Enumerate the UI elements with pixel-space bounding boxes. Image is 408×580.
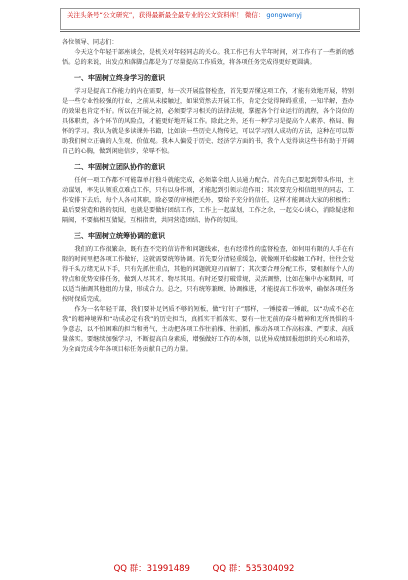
header-rule: [60, 31, 360, 32]
qq-group-2: QQ 群：535304092: [212, 564, 295, 574]
section-heading-3: 三、牢固树立统筹协调的意识: [74, 232, 165, 240]
section-heading-2: 二、牢固树立团队协作的意识: [74, 163, 165, 171]
section-heading-1: 一、牢固树立终身学习的意识: [74, 74, 165, 82]
greeting: 各位领导、同志们：: [62, 39, 118, 46]
wechat-id[interactable]: gongwenyj: [266, 11, 302, 19]
document-body: [62, 38, 354, 355]
section-1-paragraph: 学习是提高工作能力的内在需要，每一次开展监督检查，首先要弄懂这项工作，才能有效地开展，特别是一些专业性较强的行业，之前从未接触过，如果贸然去开展工作，肯定会觉得障碍重重，一知半解，查办的效果也肯定不好。所以在开展之初，必须要学习相关的法律法规，掌握各个行业运行的流程，各个岗位的具体职责，各个环节的风险点，才能更好地开展工作。除此之外，还有一种学习是提高个人素养、格局、胸怀的学习。我认为就是多读课外书籍，比如读一些历史人物传记，可以学习别人成功的方法，这种在可以帮助我们树立正确的人生观、价值观。我本人偏爱于历史、经济学方面的书，我个人觉得读这些书有助于开阔自己的心胸，做到闲庭信步，荣辱不惊。: [62, 88, 354, 155]
banner-text: 关注头条号“公文研究”，获得最新最全最专业的公文资料库！: [67, 11, 243, 19]
section-3-paragraph: 我们的工作很繁杂，既有查不完的信访件和问题线索，也有经常性的监督检查，如何用有限的人手在有限的时间里把各项工作做好，这就需要统筹协调。首先要分清轻重缓急，就像刚开始接触工作时，往往会觉得千头万绪无从下手，只有先抓住重点，其他的问题就迎刃而解了；其次要合理分配工作，要根据每个人的特点和优势安排任务，做到人尽其才、物尽其用。有时还要打破常规，灵活调整，比如在集中办案期间，可以适当抽调其他组的力量，形成合力。总之，只有统筹兼顾、协调推进，才能提高工作效率，确保各项任务按时保质完成。: [62, 246, 354, 303]
section-2-paragraph: 任何一项工作都不可能靠单打独斗就能完成，必须靠全组人员通力配合。首先自己要起到带头作用，主动谋划，率先认领重点难点工作，只有以身作则，才能起到引领示范作用；其次要充分相信组里的同志，工作安排下去后，每个人各司其职，除必要的审核把关外，要给予充分的信任，这样才能调动大家的积极性；最后要营造和谐的氛围，也就是要做好团结工作，工作上一起谋划，工作之余，一起交心谈心，消除疑虑和隔阂，不要搞相互猜疑，互相指责，共同营造团结、协作的氛围。: [62, 177, 354, 224]
footer: [0, 562, 408, 574]
header-banner: [60, 8, 360, 30]
intro-paragraph: 今天这个年轻干部座谈会，是机关对年轻同志的关心。我工作已有大半年时间，对工作有了一些新的感悟。总的来说，出发点和落脚点都是为了尽量提高工作质效，将各项任务完成得更好更圆满。: [62, 49, 354, 66]
wechat-label: 微信：: [244, 11, 265, 19]
closing-paragraph: 作为一名年轻干部，我们要补足钙质不够的短板，做“钉钉子”那样，一锤接着一锤敲，以“功成不必在我”的精神境界和“功成必定有我”的历史担当，真抓实干抓落实、要有一往无前的奋斗精神和无所畏惧的斗争意志，以不怕困难的担当和勇气，主动把各项工作往前推、往前抓，推动各项工作高标准、严要求、高质量落实。要继续加强学习，不断提高自身素质，增强做好工作的本领，以优异成绩回报组织的关心和培养，为全面完成今年各项目标任务贡献自己的力量。: [62, 306, 354, 353]
qq-group-1: QQ 群：31991489: [113, 564, 190, 574]
